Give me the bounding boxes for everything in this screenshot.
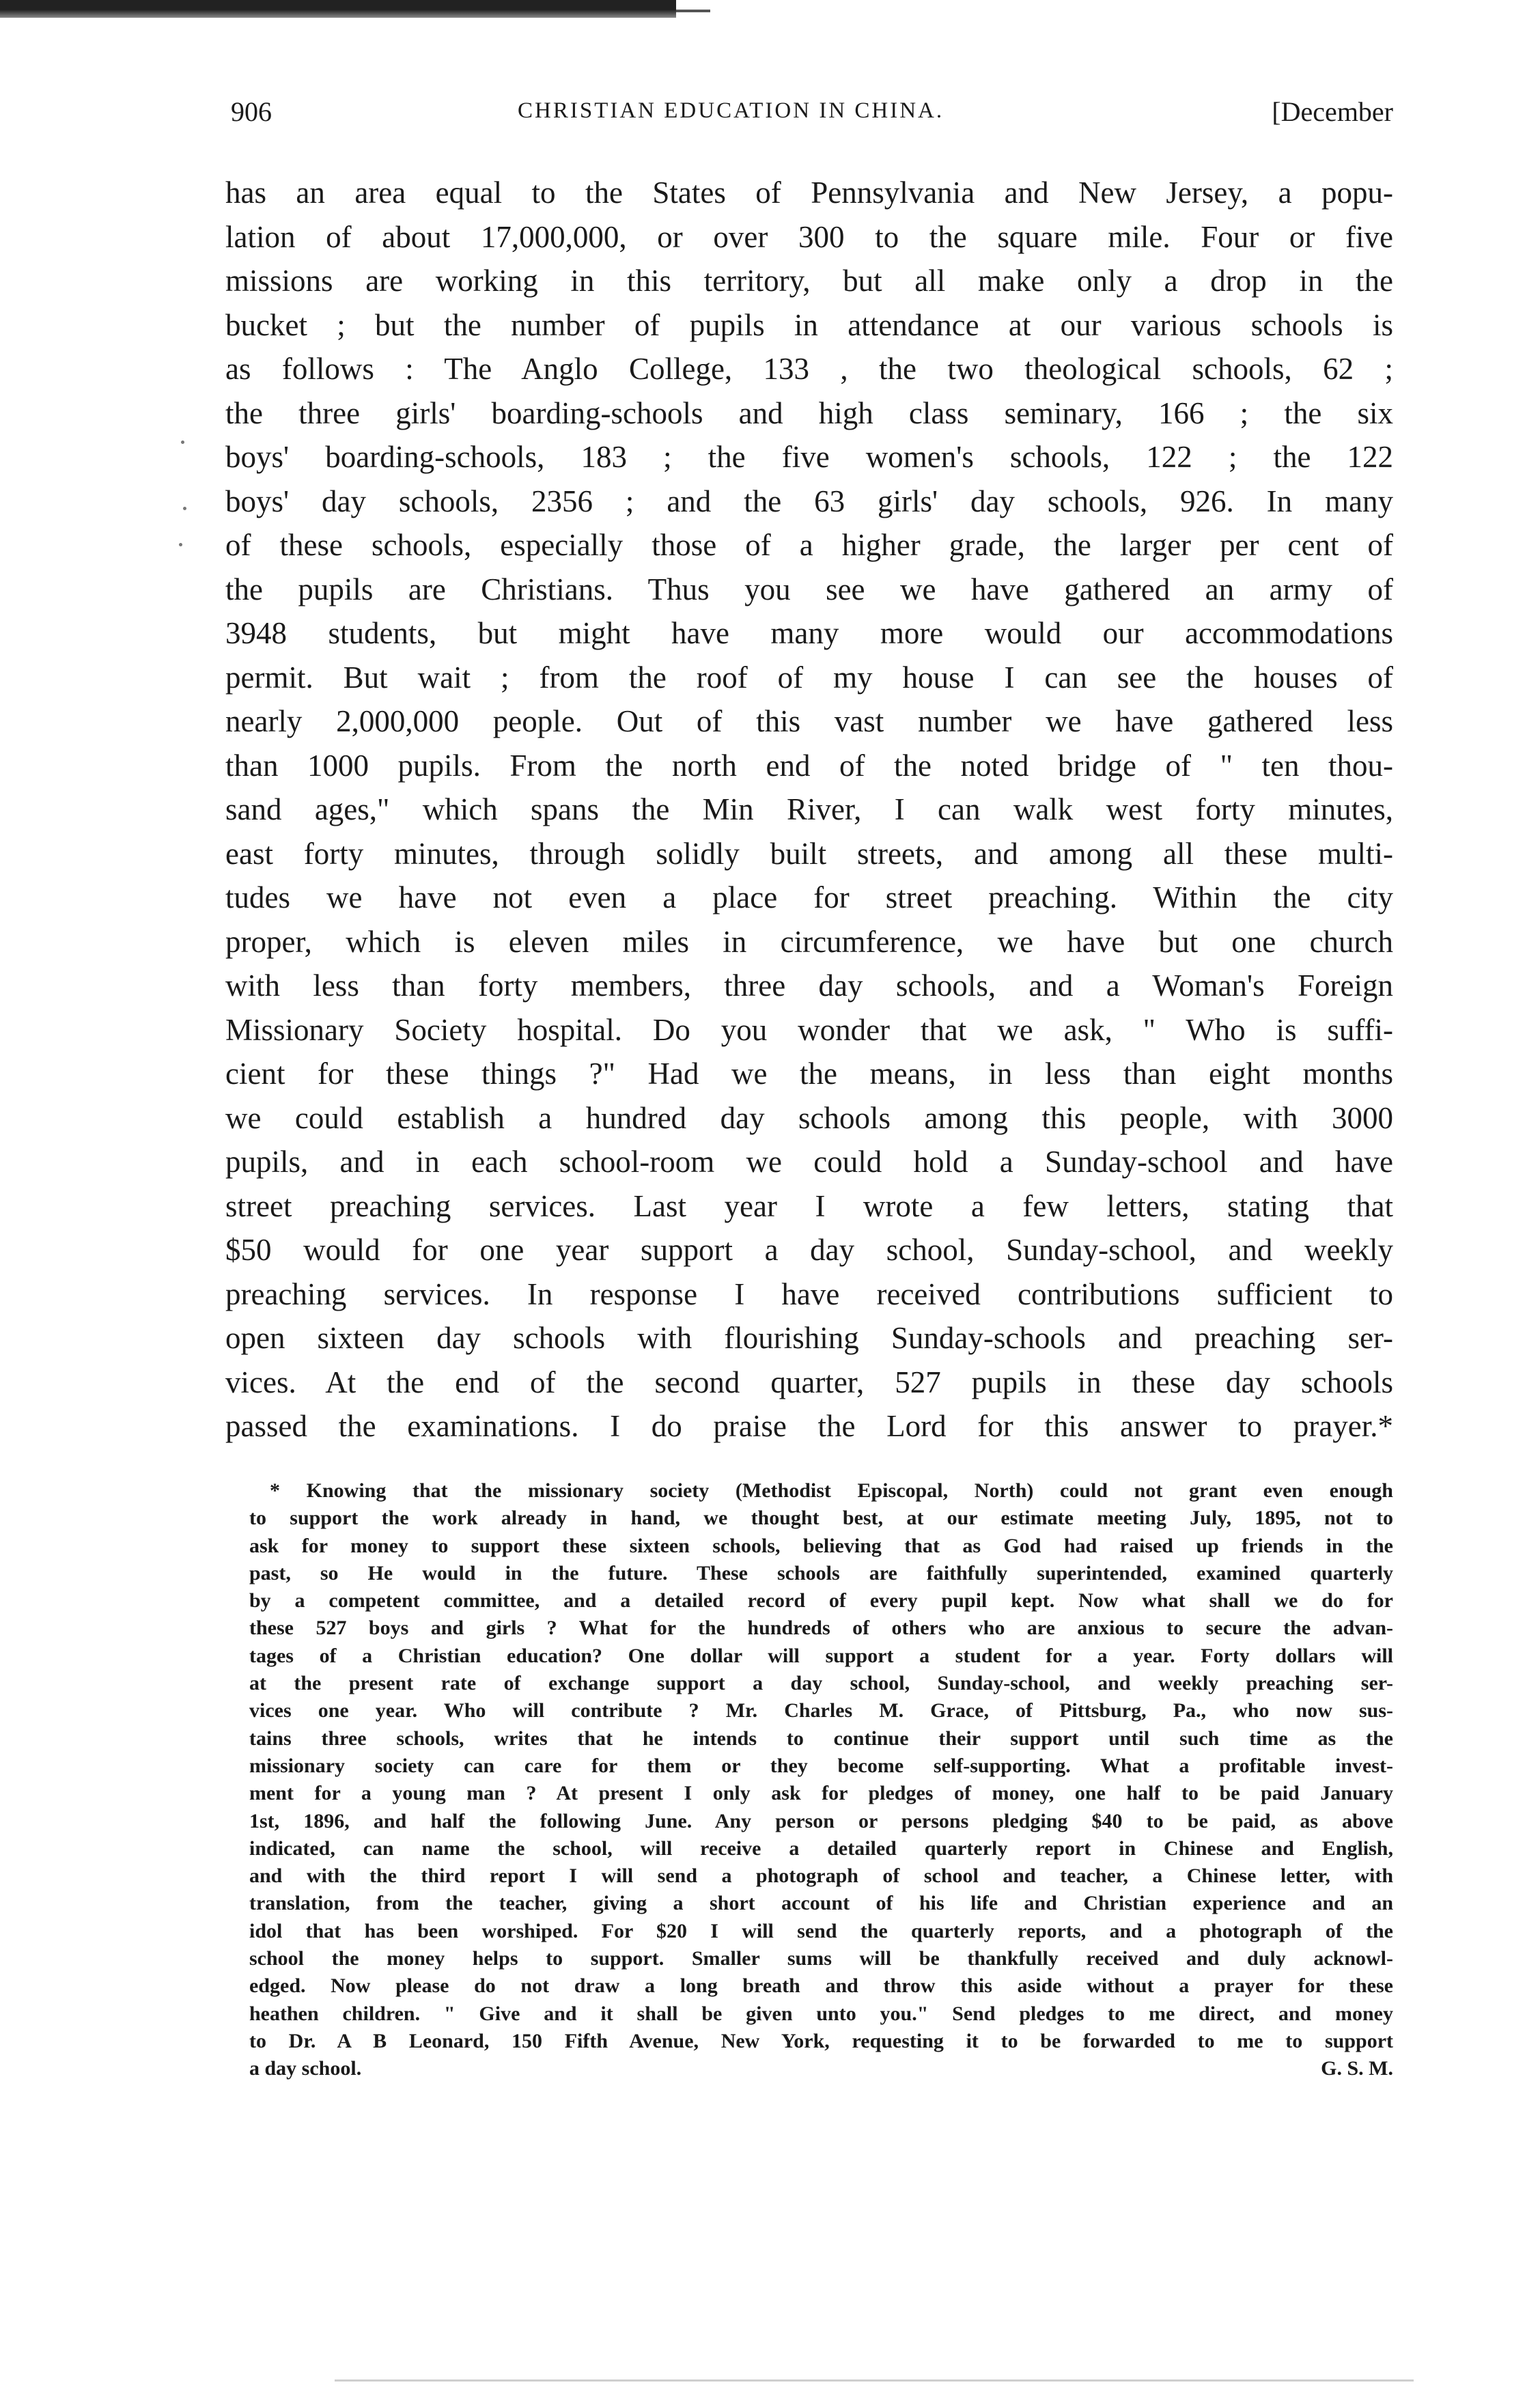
footnote-line: heathen children. " Give and it shall be given unto you." Send pledges to me direct, and money	[249, 2002, 1393, 2025]
body-line: than 1000 pupils. From the north end of the noted bridge of " ten thou-	[225, 748, 1393, 783]
footnote-line: past, so He would in the future. These schools are faithfully superintended, examined quarterly	[249, 1561, 1393, 1584]
footnote-line: these 527 boys and girls ? What for the hundreds of others who are anxious to secure the advan-	[249, 1617, 1393, 1640]
body-line: pupils, and in each school-room we could hold a Sunday-school and have	[225, 1145, 1393, 1179]
footnote-line: ment for a young man ? At present I only ask for pledges of money, one half to be paid January	[249, 1782, 1393, 1805]
body-line: passed the examinations. I do praise the Lord for this answer to prayer.*	[225, 1409, 1393, 1443]
body-line: permit. But wait ; from the roof of my house I can see the houses of	[225, 660, 1393, 695]
margin-speck	[179, 543, 182, 546]
body-line: nearly 2,000,000 people. Out of this vast number we have gathered less	[225, 704, 1393, 738]
body-line: has an area equal to the States of Pennsylvania and New Jersey, a popu-	[225, 176, 1393, 210]
body-line: as follows : The Anglo College, 133 , the two theological schools, 62 ;	[225, 352, 1393, 386]
top-scan-rule-tail	[676, 10, 710, 12]
body-line: $50 would for one year support a day school, Sunday-school, and weekly	[225, 1233, 1393, 1267]
footnote-line: edged. Now please do not draw a long breath and throw this aside without a prayer for these	[249, 1974, 1393, 1998]
body-line: with less than forty members, three day schools, and a Woman's Foreign	[225, 968, 1393, 1003]
body-line: open sixteen day schools with flourishing Sunday-schools and preaching ser-	[225, 1321, 1393, 1355]
footnote-line: * Knowing that the missionary society (Methodist Episcopal, North) could not grant even enough	[270, 1479, 1393, 1502]
footnote-line: ask for money to support these sixteen schools, believing that as God had raised up friends in the	[249, 1534, 1393, 1557]
bottom-scan-edge	[335, 2379, 1414, 2382]
body-line: proper, which is eleven miles in circumference, we have but one church	[225, 924, 1393, 959]
body-line: boys' day schools, 2356 ; and the 63 girls' day schools, 926. In many	[225, 484, 1393, 518]
footnote-line: tains three schools, writes that he intends to continue their support until such time as the	[249, 1727, 1393, 1750]
body-line: tudes we have not even a place for street preaching. Within the city	[225, 880, 1393, 914]
body-line: vices. At the end of the second quarter, 527 pupils in these day schools	[225, 1365, 1393, 1399]
body-line: Missionary Society hospital. Do you wonder that we ask, " Who is suffi-	[225, 1012, 1393, 1047]
footnote-line: missionary society can care for them or they become self-supporting. What a profitable invest-	[249, 1754, 1393, 1777]
footnote-signature: G. S. M.	[1321, 2057, 1393, 2080]
body-line: 3948 students, but might have many more would our accommodations	[225, 616, 1393, 650]
body-line: sand ages," which spans the Min River, I can walk west forty minutes,	[225, 792, 1393, 826]
running-title: CHRISTIAN EDUCATION IN CHINA.	[518, 98, 944, 123]
footnote-line: 1st, 1896, and half the following June. Any person or persons pledging $40 to be paid, as above	[249, 1809, 1393, 1832]
header-month: [December	[1272, 96, 1393, 127]
margin-speck	[181, 441, 184, 444]
footnote-line: to Dr. A B Leonard, 150 Fifth Avenue, New York, requesting it to be forwarded to me to support	[249, 2029, 1393, 2052]
body-line: missions are working in this territory, but all make only a drop in the	[225, 264, 1393, 298]
footnote-line	[249, 2055, 1393, 2082]
body-line: boys' boarding-schools, 183 ; the five women's schools, 122 ; the 122	[225, 440, 1393, 474]
body-line: of these schools, especially those of a higher grade, the larger per cent of	[225, 528, 1393, 562]
footnote-line: by a competent committee, and a detailed record of every pupil kept. Now what shall we do for	[249, 1589, 1393, 1612]
footnote	[249, 1477, 1393, 2083]
page-header	[231, 96, 1393, 137]
footnote-line: at the present rate of exchange support a day school, Sunday-school, and weekly preaching ser-	[249, 1672, 1393, 1695]
footnote-line: school the money helps to support. Smaller sums will be thankfully received and duly acknowl-	[249, 1947, 1393, 1970]
footnote-line-text: a day school.	[249, 2057, 362, 2080]
footnote-line: tages of a Christian education? One dollar will support a student for a year. Forty dollars will	[249, 1644, 1393, 1667]
footnote-line: to support the work already in hand, we thought best, at our estimate meeting July, 1895, not to	[249, 1507, 1393, 1530]
body-line: bucket ; but the number of pupils in attendance at our various schools is	[225, 307, 1393, 342]
footnote-line: idol that has been worshiped. For $20 I will send the quarterly reports, and a photograph of the	[249, 1919, 1393, 1942]
page-number: 906	[231, 96, 272, 127]
body-line: the three girls' boarding-schools and high class seminary, 166 ; the six	[225, 395, 1393, 430]
margin-speck	[183, 507, 186, 510]
footnote-line: indicated, can name the school, will receive a detailed quarterly report in Chinese and English,	[249, 1837, 1393, 1860]
footnote-line: and with the third report I will send a photograph of school and teacher, a Chinese letter, with	[249, 1865, 1393, 1888]
footnote-line: translation, from the teacher, giving a short account of his life and Christian experience and an	[249, 1892, 1393, 1915]
body-line: we could establish a hundred day schools among this people, with 3000	[225, 1100, 1393, 1135]
body-line: cient for these things ?" Had we the means, in less than eight months	[225, 1057, 1393, 1091]
top-scan-rule	[0, 0, 676, 18]
body-line: the pupils are Christians. Thus you see we have gathered an army of	[225, 572, 1393, 606]
body-paragraph	[225, 171, 1393, 1449]
footnote-line: vices one year. Who will contribute ? Mr. Charles M. Grace, of Pittsburg, Pa., who now sus-	[249, 1699, 1393, 1722]
body-line: east forty minutes, through solidly built streets, and among all these multi-	[225, 836, 1393, 871]
body-line: lation of about 17,000,000, or over 300 to the square mile. Four or five	[225, 219, 1393, 254]
body-line: preaching services. In response I have received contributions sufficient to	[225, 1276, 1393, 1311]
body-line: street preaching services. Last year I wrote a few letters, stating that	[225, 1188, 1393, 1223]
